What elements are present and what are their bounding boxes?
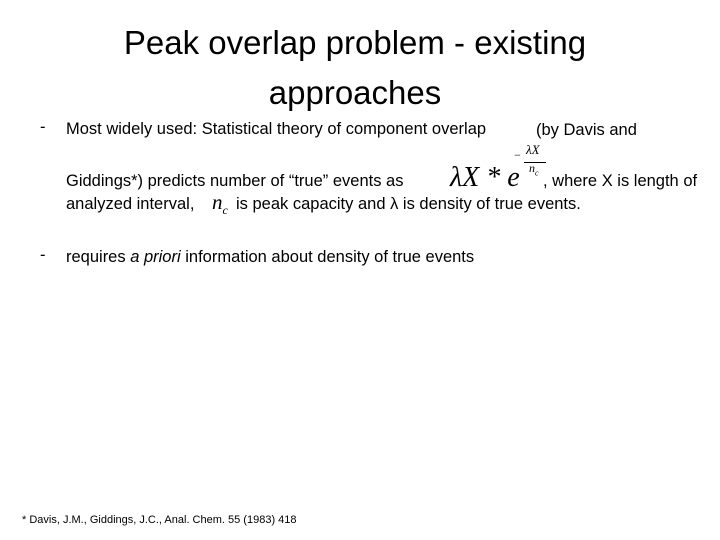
formula-base: λX * e: [450, 162, 520, 193]
bullet-1-line-1-tail: (by Davis and: [536, 121, 637, 139]
bullet-1-line-2-tail: , where X is length of: [543, 172, 698, 190]
bullet-marker-1: -: [40, 118, 46, 136]
bullet-2-text-after: information about density of true events: [180, 248, 475, 266]
page-title: [60, 18, 650, 118]
formula-denominator-sub-c: c: [535, 168, 539, 178]
bullet-2-text: [66, 246, 474, 268]
symbol-sub-c: c: [222, 203, 228, 218]
bullet-marker-2: -: [40, 246, 46, 264]
symbol-peak-capacity: [212, 190, 228, 218]
bullet-1-line-1: Most widely used: Statistical theory of component overlap: [66, 120, 487, 138]
page-title-line-1: Peak overlap problem - existing: [123, 24, 587, 61]
footnote-reference: * Davis, J.M., Giddings, J.C., Anal. Chem. 55 (1983) 418: [22, 514, 297, 526]
bullet-1-line-3: analyzed interval,: [66, 195, 195, 213]
formula-exponent-numerator: λX: [526, 142, 540, 157]
page-title-line-2: approaches: [268, 74, 442, 111]
bullet-2-text-before: requires: [66, 248, 131, 266]
symbol-n: n: [212, 190, 223, 214]
bullet-1-line-2: Giddings*) predicts number of “true” events as: [66, 172, 404, 190]
bullet-1-line-3-tail: is peak capacity and λ is density of true events.: [236, 195, 581, 213]
formula-denominator-n: n: [529, 161, 535, 175]
formula-exponent-denominator: [529, 161, 539, 177]
formula-exponent-minus: −: [514, 148, 521, 162]
bullet-2-text-italic: a priori: [130, 248, 181, 266]
